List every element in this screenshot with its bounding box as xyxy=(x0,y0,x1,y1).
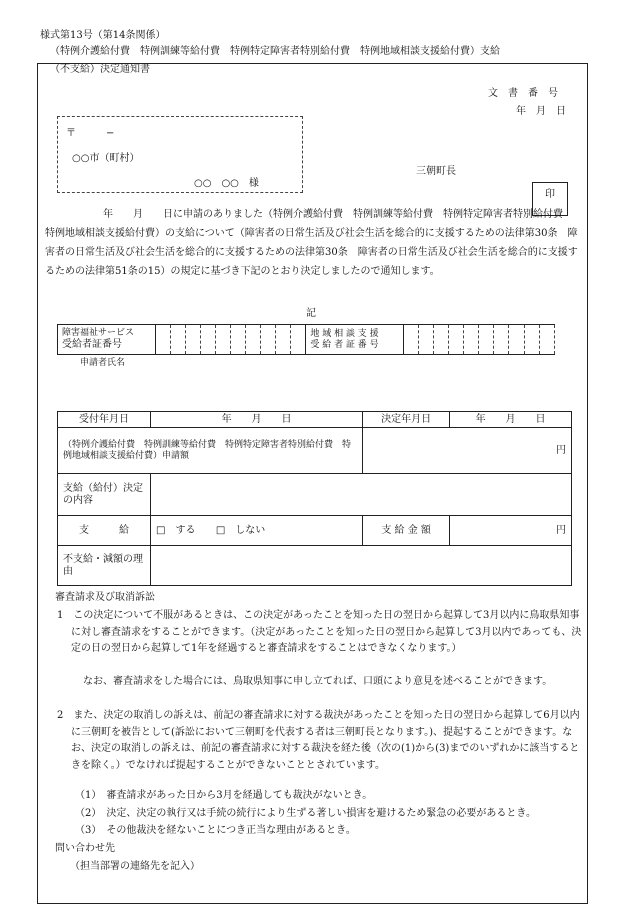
cert-label-1: 障害福祉サービス 受給者証番号 xyxy=(58,325,156,355)
note-item-2: 2 また、決定の取消しの訴えは、前記の審査請求に対する裁決があったことを知った日の翌日から起算して6月以内に三朝町を被告として(訴訟において三朝町を代表する者は三朝町長となります。)、提起することができます。なお、決定の取消しの訴えは、前記の審査請求に対する裁決を経た後（次の(1)から(3)までのいずれかに該当するときを除く。）でなければ提起することができないこととされています。 xyxy=(57,710,580,771)
cert-label-2: 地 域 相 談 支 援 受 給 者 証 番 号 xyxy=(306,325,404,355)
decision-date-value: 年 月 日 xyxy=(450,412,572,428)
receipt-date-value: 年 月 日 xyxy=(151,412,363,428)
ki-label: 記 xyxy=(306,308,316,319)
amount-yen: 円 xyxy=(450,516,572,546)
decision-date-label: 決定年月日 xyxy=(363,412,450,428)
date-label: 年 月 日 xyxy=(516,106,566,117)
decision-table xyxy=(57,411,572,586)
seal-stamp: 印 xyxy=(532,182,568,216)
note-sub-1: （1） 審査請求があった日から3月を経過しても裁決がないとき。 xyxy=(75,790,373,801)
payment-options xyxy=(151,516,363,546)
receipt-date-label: 受付年月日 xyxy=(58,412,151,428)
reason-label: 不支給・減額の理由 xyxy=(58,546,151,586)
notes-heading: 審査請求及び取消訴訟 xyxy=(55,592,155,603)
note-item-1: 1 この決定について不服があるときは、この決定があったことを知った日の翌日から起算して3月以内に鳥取県知事に対し審査請求をすることができます。（決定があったことを知った日の翌日から起算して3月以内であっても、決定の日の翌日から起算して1年を経過すると審査請求をすることはできなくなります。） xyxy=(57,610,582,654)
note-sub-3: （3） その他裁決を経ないことにつき正当な理由があるとき。 xyxy=(75,825,356,836)
payment-label: 支 給 xyxy=(58,516,151,546)
note-item-1b: なお、審査請求をした場合には、鳥取県知事に申し立てれば、口頭により意見を述べることができます。 xyxy=(83,676,553,687)
issuer: 三朝町長 xyxy=(416,166,456,177)
requested-amount-yen: 円 xyxy=(363,428,572,474)
body-text: 年 月 日に申請のありました（特例介護給付費 特例訓練等給付費 特例特定障害者特別給付費 特例地域相談支援給付費）の支給について（障害者の日常生活及び社会生活を総合的に支援するための法律第30条 障害者の日常生活及び社会生活を総合的に支援するための法律第30条 障害者の日常生活及び社会生活を総合的に支援するための法律第51条の15）の規定に基づき下記のとおり決定しましたので通知します。 xyxy=(45,209,578,277)
requested-amount-label: （特例介護給付費 特例訓練等給付費 特例特定障害者特別給付費 特例地域相談支援給付費）申請額 xyxy=(58,428,363,474)
recipient-name: ○○ ○○ 様 xyxy=(194,178,259,189)
certificate-table xyxy=(57,324,555,355)
content-value xyxy=(151,474,572,516)
reason-value xyxy=(151,546,572,586)
option-no-checkbox[interactable]: □ しない xyxy=(215,524,266,536)
title-line-1: （特例介護給付費 特例訓練等給付費 特例特定障害者特別給付費 特例地域相談支援給付費）支給 xyxy=(50,46,500,57)
option-yes-checkbox[interactable]: □ する xyxy=(156,524,196,536)
doc-number-label: 文 書 番 号 xyxy=(488,88,558,99)
amount-label: 支 給 金 額 xyxy=(363,516,450,546)
postal-code: 〒 − xyxy=(66,128,115,139)
content-label: 支給（給付）決定の内容 xyxy=(58,474,151,516)
form-number: 様式第13号（第14条関係） xyxy=(40,30,166,41)
contact-heading: 問い合わせ先 xyxy=(55,843,115,854)
note-sub-2: （2） 決定、決定の執行又は手続の続行により生ずる著しい損害を避けるため緊急の必要があるとき。 xyxy=(75,808,536,819)
city: ○○市（町村） xyxy=(72,153,140,164)
contact-note: （担当部署の連絡先を記入） xyxy=(70,861,200,872)
applicant-name-label: 申請者氏名 xyxy=(80,358,126,368)
title-line-2: （不支給）決定通知書 xyxy=(50,64,150,75)
